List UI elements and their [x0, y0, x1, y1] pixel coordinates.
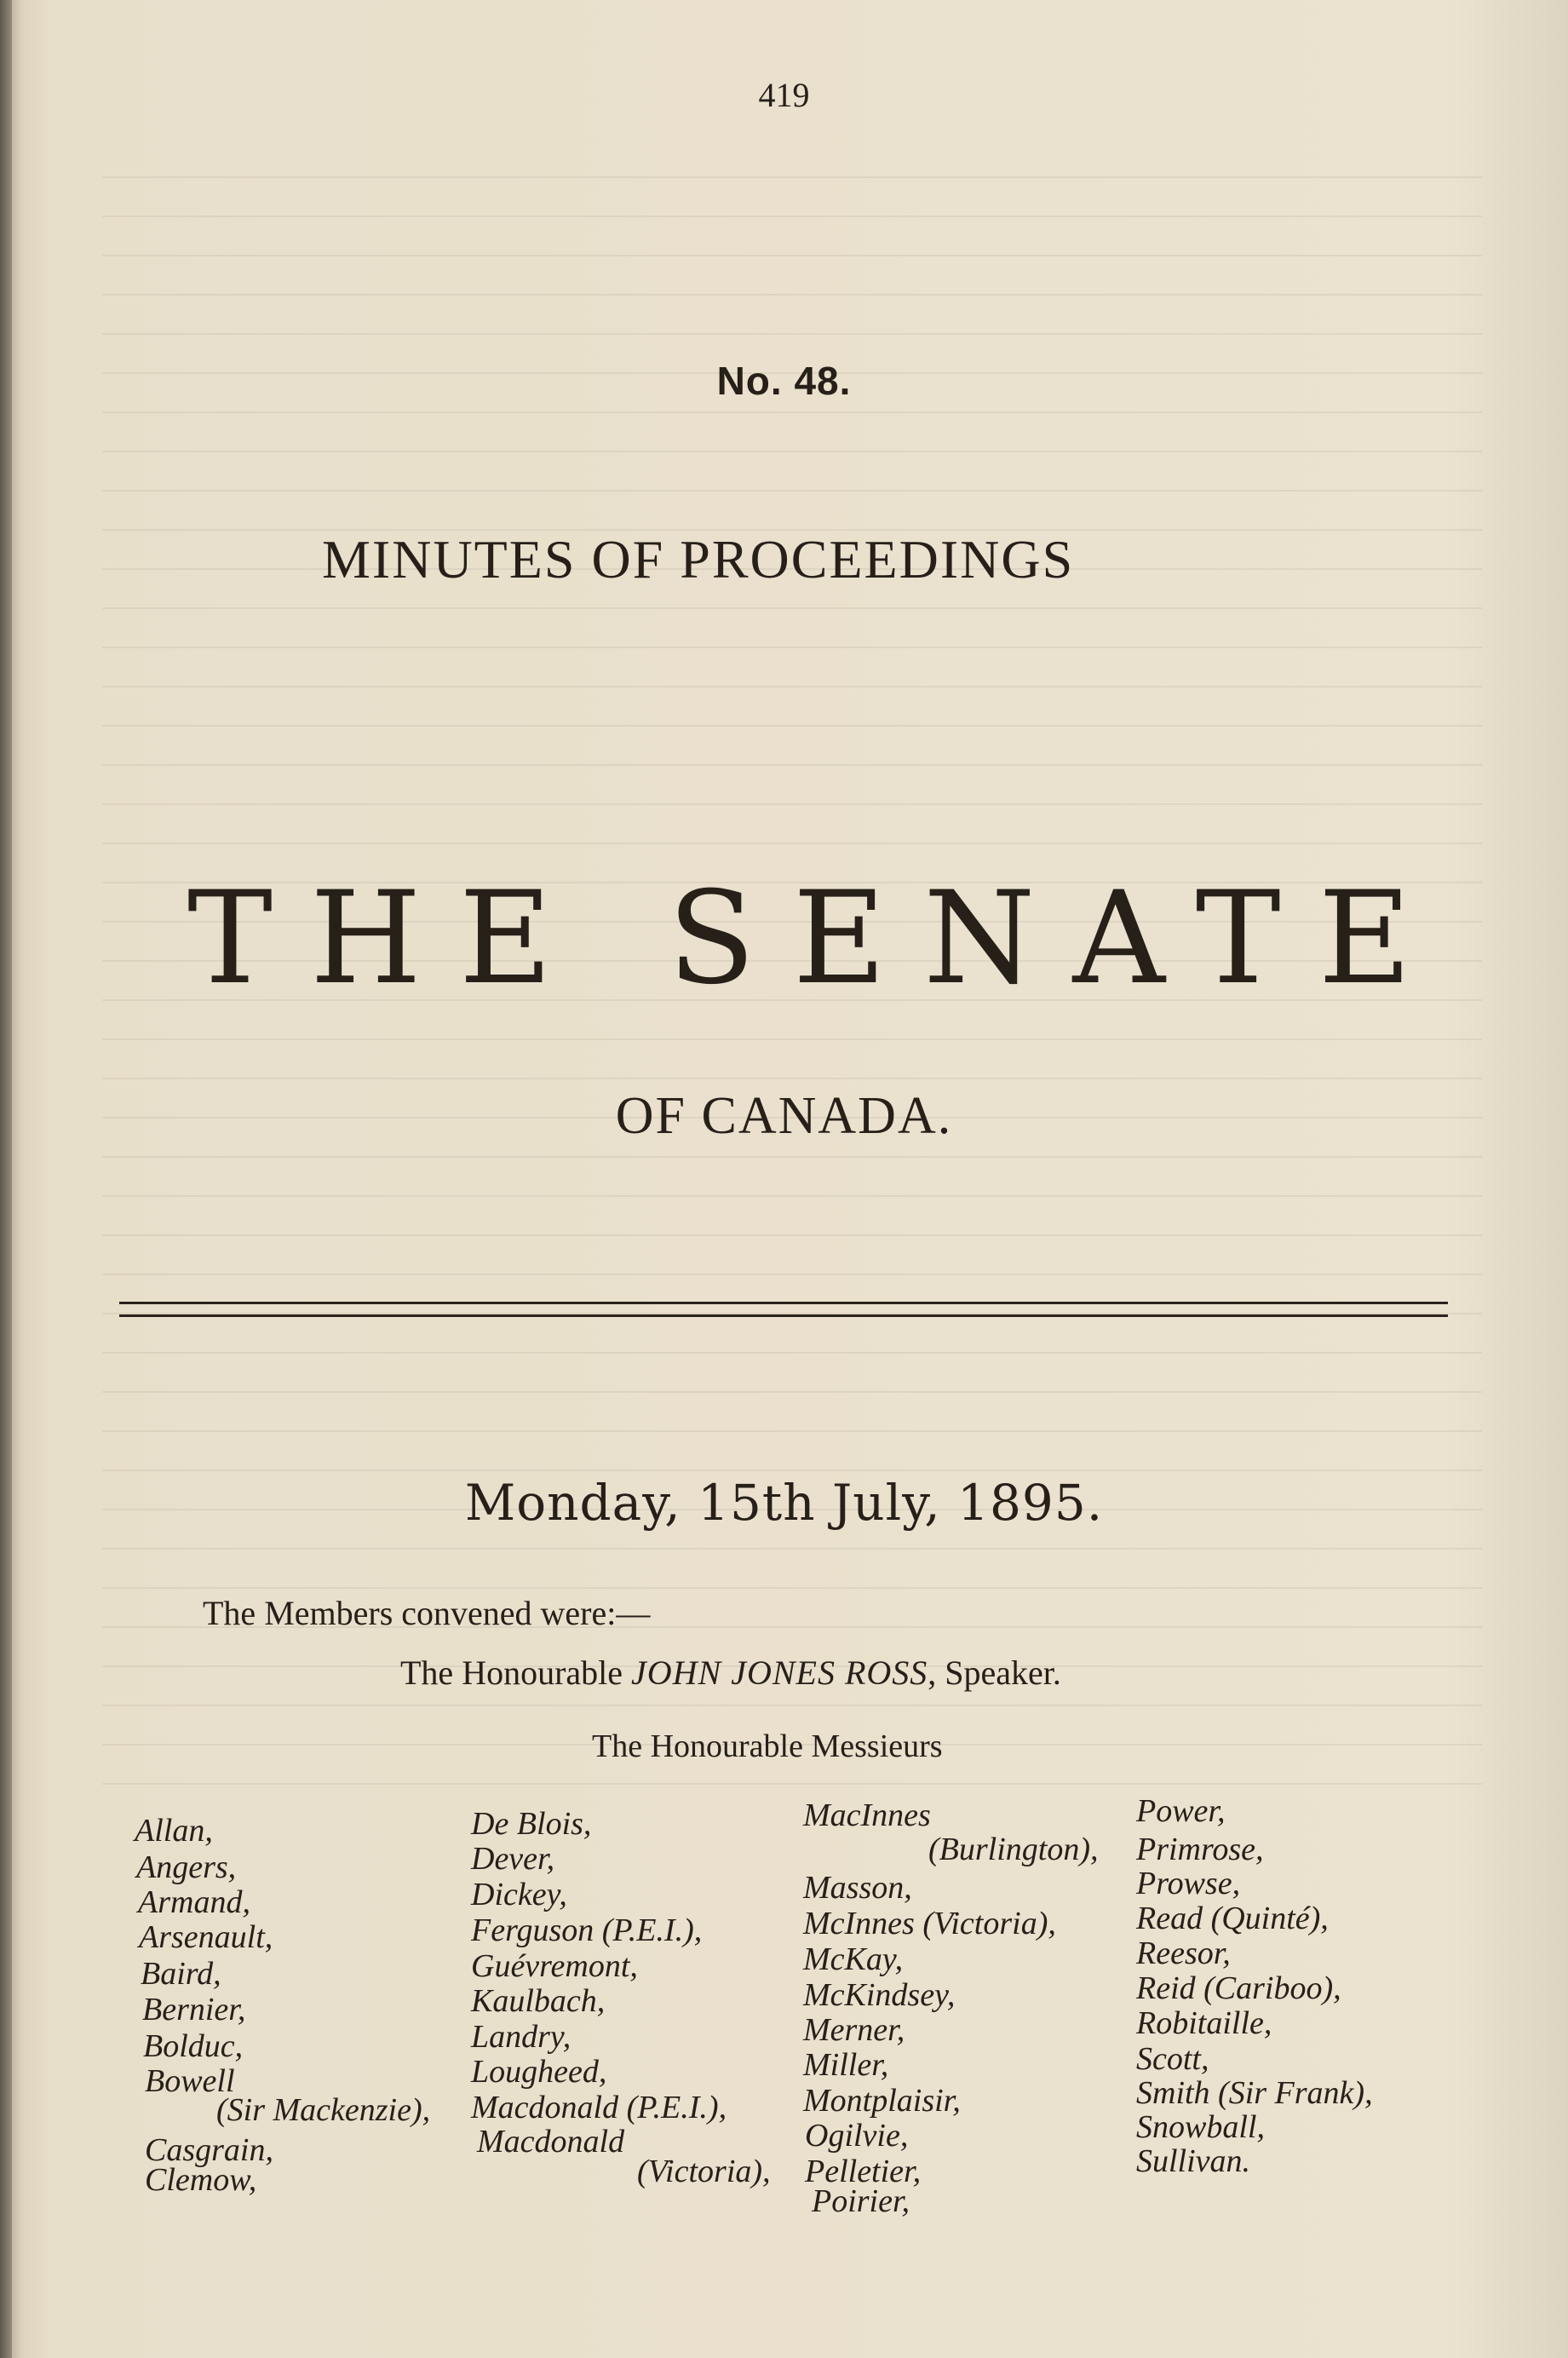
members-convened-line: The Members convened were:—: [203, 1594, 651, 1632]
member-name: Bowell: [145, 2063, 235, 2099]
divider-rule-bottom: [119, 1314, 1448, 1317]
member-name-continuation: (Burlington),: [928, 1832, 1099, 1867]
member-name: Casgrain,: [145, 2132, 273, 2168]
member-name: Ferguson (P.E.I.),: [471, 1912, 703, 1948]
member-name: Clemow,: [145, 2162, 257, 2198]
house-heading: THE SENATE: [187, 865, 1450, 1013]
member-name: De Blois,: [471, 1806, 592, 1842]
member-name: Allan,: [135, 1813, 213, 1849]
member-name: Guévremont,: [471, 1948, 638, 1984]
member-name-continuation: (Sir Mackenzie),: [216, 2092, 431, 2128]
member-name: Reesor,: [1136, 1935, 1231, 1971]
document-title: MINUTES OF PROCEEDINGS: [322, 529, 1075, 590]
member-name: Montplaisir,: [803, 2083, 961, 2119]
member-name: Poirier,: [812, 2183, 910, 2219]
member-name: Masson,: [803, 1870, 912, 1906]
member-name: Kaulbach,: [471, 1983, 606, 2019]
member-name: Primrose,: [1136, 1832, 1264, 1867]
member-name-continuation: (Victoria),: [637, 2154, 771, 2189]
member-name: Sullivan.: [1136, 2143, 1251, 2179]
speaker-name: JOHN JONES ROSS: [631, 1653, 928, 1692]
member-name: Reid (Cariboo),: [1136, 1970, 1341, 2006]
speaker-prefix: The Honourable: [400, 1653, 623, 1692]
member-name: Armand,: [138, 1884, 250, 1920]
member-name: Prowse,: [1136, 1866, 1241, 1901]
member-name: Robitaille,: [1136, 2005, 1272, 2041]
country-heading: OF CANADA.: [615, 1087, 953, 1145]
messieurs-heading: The Honourable Messieurs: [592, 1728, 943, 1764]
member-name: Pelletier,: [805, 2154, 922, 2189]
member-name: Power,: [1136, 1793, 1226, 1829]
member-name: Ogilvie,: [805, 2118, 909, 2154]
member-name: Bolduc,: [143, 2028, 244, 2064]
member-name: Dickey,: [471, 1877, 567, 1912]
member-name: Baird,: [141, 1956, 221, 1992]
member-name: Arsenault,: [139, 1919, 273, 1955]
member-name: Macdonald (P.E.I.),: [471, 2090, 727, 2125]
member-name: Dever,: [471, 1841, 555, 1877]
member-name: McKindsey,: [803, 1977, 956, 2013]
speaker-suffix: , Speaker.: [928, 1653, 1061, 1692]
sitting-date: Monday, 15th July, 1895.: [464, 1474, 1104, 1532]
divider-rule-top: [119, 1302, 1448, 1304]
member-name: Macdonald: [477, 2124, 625, 2160]
member-name: Read (Quinté),: [1136, 1901, 1329, 1936]
member-name: Snowball,: [1136, 2109, 1265, 2145]
page-binding-edge: [0, 0, 12, 2358]
member-name: Landry,: [471, 2019, 571, 2055]
page-number: 419: [758, 76, 810, 114]
document-number: No. 48.: [716, 359, 852, 403]
member-name: Bernier,: [142, 1992, 246, 2027]
member-name: Merner,: [803, 2012, 905, 2048]
member-name: Miller,: [803, 2047, 889, 2083]
member-name: Lougheed,: [471, 2054, 607, 2090]
member-name: McInnes (Victoria),: [803, 1906, 1056, 1941]
member-name: MacInnes: [803, 1797, 931, 1833]
speaker-line: [400, 1653, 1061, 1693]
member-name: McKay,: [803, 1941, 904, 1977]
member-name: Angers,: [136, 1849, 237, 1885]
member-name: Scott,: [1136, 2041, 1209, 2077]
member-name: Smith (Sir Frank),: [1136, 2075, 1373, 2111]
